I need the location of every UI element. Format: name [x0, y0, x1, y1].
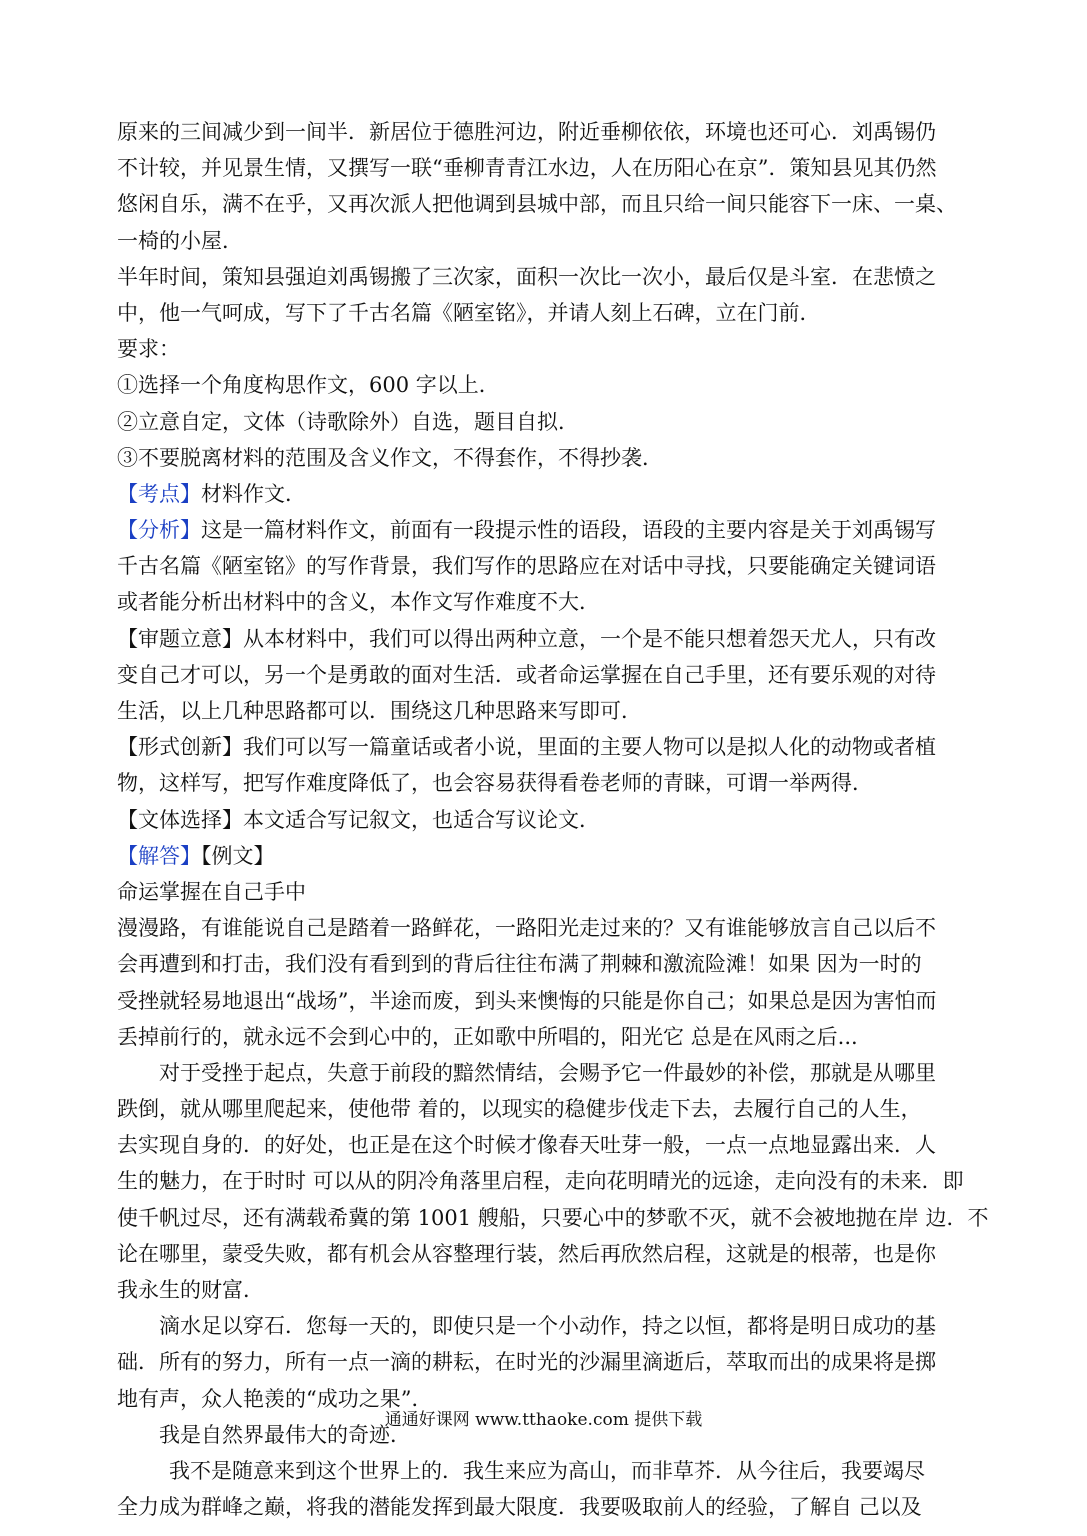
page-footer: 通通好课网 www.tthaoke.com 提供下载 — [384, 1410, 703, 1430]
essay-title: 命运掌握在自己手中 — [117, 879, 306, 904]
essay-line: 我不是随意来到这个世界上的．我生来应为高山，而非草芥．从今往后，我要竭尽 — [169, 1458, 925, 1483]
jieda-line — [117, 838, 977, 874]
essay-line: 论在哪里，蒙受失败，都有机会从容整理行装，然后再欣然启程，这就是的根蒂，也是你 — [117, 1241, 936, 1266]
requirement-item: ③不要脱离材料的范围及含义作文，不得套作，不得抄袭． — [117, 445, 663, 470]
fenxi-line — [117, 512, 977, 548]
essay-line: 础．所有的努力，所有一点一滴的耕耘，在时光的沙漏里滴逝后，萃取而出的成果将是掷 — [117, 1350, 936, 1375]
essay-line: 生的魅力，在于时时 可以从的阴冷角落里启程，走向花明晴光的远途，走向没有的未来．即 — [117, 1169, 964, 1194]
essay-line: 地有声，众人艳羡的“成功之果”． — [117, 1386, 433, 1411]
essay-line: 对于受挫于起点，失意于前段的黯然情结，会赐予它一件最妙的补偿，那就是从哪里 — [159, 1060, 936, 1085]
essay-line: 去实现自身的．的好处，也正是在这个时候才像春天吐芽一般，一点一点地显露出来．人 — [117, 1133, 936, 1158]
text-line: 中，他一气呵成，写下了千古名篇《陋室铭》，并请人刻上石碑，立在门前． — [117, 300, 821, 325]
text-line: 悠闲自乐，满不在乎，又再次派人把他调到县城中部，而且只给一间只能容下一床、一桌、 — [117, 192, 957, 217]
essay-line: 漫漫路，有谁能说自己是踏着一路鲜花，一路阳光走过来的？又有谁能够放言自己以后不 — [117, 916, 936, 941]
text-line: 一椅的小屋． — [117, 228, 243, 253]
kaodian-line — [117, 476, 977, 512]
fenxi-text: 这是一篇材料作文，前面有一段提示性的语段，语段的主要内容是关于刘禹锡写 — [201, 518, 936, 543]
essay-line: 使千帆过尽，还有满载希冀的第 1001 艘船，只要心中的梦歌不灭，就不会被地抛在岸 边．不 — [117, 1205, 989, 1230]
essay-line: 我是自然界最伟大的奇迹． — [159, 1422, 411, 1447]
requirement-item: ②立意自定，文体（诗歌除外）自选，题目自拟． — [117, 409, 579, 434]
kaodian-tag: 【考点】 — [117, 481, 201, 506]
kaodian-text: 材料作文． — [201, 481, 306, 506]
text-line: 原来的三间减少到一间半．新居位于德胜河边，附近垂柳依依，环境也还可心．刘禹锡仍 — [117, 120, 936, 144]
essay-line: 我永生的财富． — [117, 1278, 264, 1302]
essay-line: 跌倒，就从哪里爬起来，使他带 着的，以现实的稳健步伐走下去，去履行自己的人生， — [117, 1097, 922, 1122]
text-line: 【形式创新】我们可以写一篇童话或者小说，里面的主要人物可以是拟人化的动物或者植 — [117, 735, 936, 760]
requirement-item: ①选择一个角度构思作文，600 字以上． — [117, 373, 500, 398]
essay-line: 全力成为群峰之巅，将我的潜能发挥到最大限度．我要吸取前人的经验，了解自 己以及 — [117, 1495, 922, 1520]
fenxi-tag: 【分析】 — [117, 518, 201, 543]
text-line: 【审题立意】从本材料中，我们可以得出两种立意，一个是不能只想着怨天尤人，只有改 — [117, 626, 936, 651]
text-line: 半年时间，策知县强迫刘禹锡搬了三次家，面积一次比一次小，最后仅是斗室．在悲愤之 — [117, 264, 936, 289]
text-line: 【文体选择】本文适合写记叙文，也适合写议论文． — [117, 807, 600, 832]
essay-line: 滴水足以穿石．您每一天的，即使只是一个小动作，持之以恒，都将是明日成功的基 — [159, 1314, 936, 1339]
example-label: 【例文】 — [201, 843, 275, 868]
text-line: 不计较，并见景生情，又撰写一联“垂柳青青江水边，人在历阳心在京”．策知县见其仍然 — [117, 156, 937, 181]
requirements-heading: 要求： — [117, 337, 180, 362]
text-line: 生活，以上几种思路都可以．围绕这几种思路来写即可． — [117, 699, 642, 723]
text-line: 变自己才可以，另一个是勇敢的面对生活．或者命运掌握在自己手里，还有要乐观的对待 — [117, 662, 936, 687]
text-line: 千古名篇《陋室铭》的写作背景，我们写作的思路应在对话中寻找，只要能确定关键词语 — [117, 554, 936, 579]
essay-line: 会再遭到和打击，我们没有看到到的背后往往布满了荆棘和激流险滩！如果 因为一时的 — [117, 952, 922, 977]
jieda-tag: 【解答】 — [117, 843, 201, 868]
text-line: 或者能分析出材料中的含义，本作文写作难度不大． — [117, 590, 600, 615]
essay-line: 丢掉前行的，就永远不会到心中的，正如歌中所唱的，阳光它 总是在风雨之后... — [117, 1024, 858, 1049]
essay-line: 受挫就轻易地退出“战场”，半途而废，到头来懊悔的只能是你自己；如果总是因为害怕而 — [117, 988, 937, 1013]
document-body — [117, 114, 989, 1525]
text-line: 物，这样写，把写作难度降低了，也会容易获得看卷老师的青睐，可谓一举两得． — [117, 771, 873, 796]
